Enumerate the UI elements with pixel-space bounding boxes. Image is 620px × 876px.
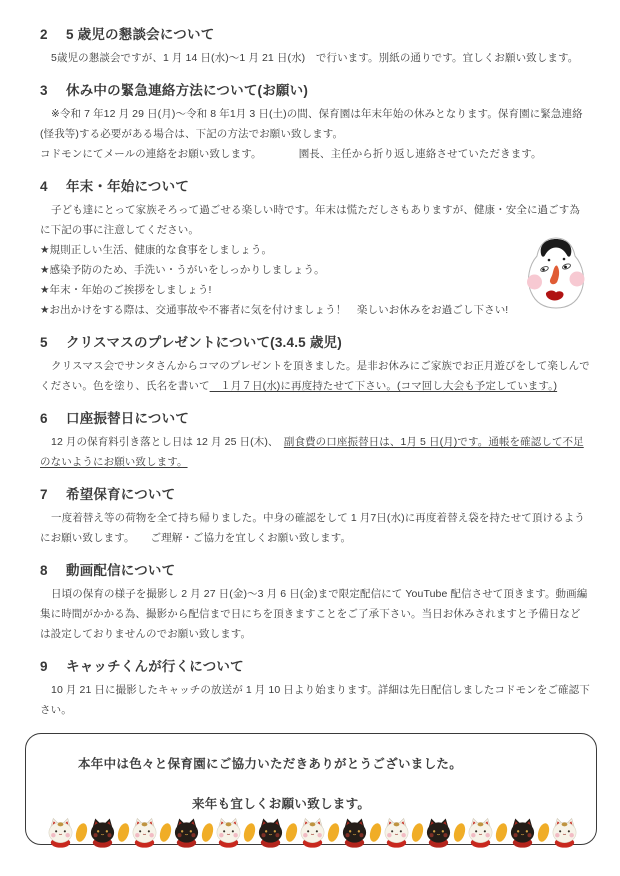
section-number: 8 [40,563,48,578]
section-title: 希望保育について [66,487,176,502]
bullet-item: ★規則正しい生活、健康的な食事をしましょう。 [40,244,273,256]
section-heading [40,485,590,504]
section-kondankai [40,25,590,68]
section-title: 年末・年始について [66,179,190,194]
black-cat-icon [172,817,201,848]
section-catch-kun [40,657,590,720]
paragraph: 10 月 21 日に撮影したキャッチの放送が 1 月 10 日より始まります。詳細は先日配信しましたコドモンをご確認下さい。 [40,684,590,716]
white-cat-icon [214,817,243,848]
coin-icon [537,821,550,844]
paragraph: 一度着替え等の荷物を全て持ち帰りました。中身の確認をして 1 月7日(水)に再度着替え袋を持たせて頂けるようにお願い致します。 ご理解・ご協力を宜しくお願い致します。 [40,512,585,544]
paragraph [40,356,590,396]
section-number: 9 [40,659,48,674]
white-cat-icon [550,817,579,848]
bullet-item: ★感染予防のため、手洗い・うがいをしっかりしましょう。 [40,264,325,276]
section-doga-haishin [40,561,590,644]
section-heading [40,177,590,196]
black-cat-icon [88,817,117,848]
paragraph-text: 12 月の保育料引き落とし日は 12 月 25 日(木)、 [51,436,284,448]
black-cat-icon [340,817,369,848]
thanks-line-1: 本年中は色々と保育園にご協力いただきありがとうございました。 [78,757,463,771]
section-title: クリスマスのプレゼントについて(3.4.5 歳児) [66,335,342,350]
section-heading [40,561,590,580]
white-cat-icon [130,817,159,848]
paragraph-text: クリスマス会でサンタさんからコマのプレゼントを頂きました。是非お休みにご家族でお正月遊びをして楽しんでください。色を塗り、氏名を書いて [40,360,590,392]
section-title: 動画配信について [66,563,176,578]
section-title: 口座振替日について [66,411,190,426]
coin-icon [159,821,172,844]
coin-icon [411,821,424,844]
section-nenmatsu-nenshi [40,177,590,320]
coin-icon [285,821,298,844]
bullet-item: ★年末・年始のご挨拶をしましょう! [40,284,212,296]
black-cat-icon [508,817,537,848]
section-number: 3 [40,83,48,98]
white-cat-icon [298,817,327,848]
coin-icon [327,821,340,844]
section-kinkyu-renraku [40,81,590,164]
section-number: 4 [40,179,48,194]
section-number: 2 [40,27,48,42]
section-heading [40,409,590,428]
section-kibo-hoiku [40,485,590,548]
paragraph: 子ども達にとって家族そろって過ごせる楽しい時です。年末は慌ただしさもありますが、健康・安全に過ごす為に下記の事に注意してください。 [40,204,580,236]
thanks-line-2: 来年も宜しくお願い致します。 [192,797,371,811]
paragraph: 5歳児の懇談会ですが、1 月 14 日(水)～1 月 21 日(水) で行います。別紙の通りです。宜しくお願い致します。 [51,52,579,64]
black-cat-icon [424,817,453,848]
paragraph: 日頃の保育の様子を撮影し 2 月 27 日(金)～3 月 6 日(金)まで限定配信にて YouTube 配信させて頂きます。動画編集に時間がかかる為、撮影から配信まで日にちを頂きますことをご了承下さい。当日お休みされますと予備日などは設定しておりませんのでお願い致します。 [40,588,588,640]
okame-face-icon [520,236,592,310]
paragraph: コドモンにてメールの連絡をお願い致します。 園長、主任から折り返し連絡させていただきます。 [40,148,542,160]
section-number: 5 [40,335,48,350]
underlined-text: １月７日(水)に再度持たせて下さい。(コマ回し大会も予定しています。) [209,380,558,392]
coin-icon [201,821,214,844]
section-title: 5 歳児の懇談会について [66,27,215,42]
section-title: 休み中の緊急連絡方法について(お願い) [66,83,309,98]
section-heading [40,657,590,676]
white-cat-icon [466,817,495,848]
section-heading [40,333,590,352]
coin-icon [117,821,130,844]
footer-box [25,733,597,845]
section-number: 7 [40,487,48,502]
black-cat-icon [256,817,285,848]
section-christmas-present [40,333,590,396]
coin-icon [75,821,88,844]
section-heading [40,81,590,100]
coin-icon [369,821,382,844]
section-number: 6 [40,411,48,426]
paragraph: ※令和 7 年12 月 29 日(月)～令和 8 年1月 3 日(土)の間、保育園は年末年始の休みとなります。保育園に緊急連絡(怪我等)する必要がある場合は、下記の方法でお願い致します。 [40,108,583,140]
underlined-text: 副食費の口座振替日は、1月 5 日(月)です。通帳を確認して不足のないようにお願い致します。 [40,436,584,468]
bullet-item: ★お出かけをする際は、交通事故や不審者に気を付けましょう！ 楽しいお休みをお過ごし下さい! [40,304,509,316]
cat-border-decoration [46,817,560,848]
section-koza-furikae [40,409,590,472]
section-title: キャッチくんが行くについて [66,659,244,674]
section-heading [40,25,590,44]
paragraph [40,432,590,472]
white-cat-icon [46,817,75,848]
coin-icon [495,821,508,844]
coin-icon [243,821,256,844]
coin-icon [453,821,466,844]
white-cat-icon [382,817,411,848]
